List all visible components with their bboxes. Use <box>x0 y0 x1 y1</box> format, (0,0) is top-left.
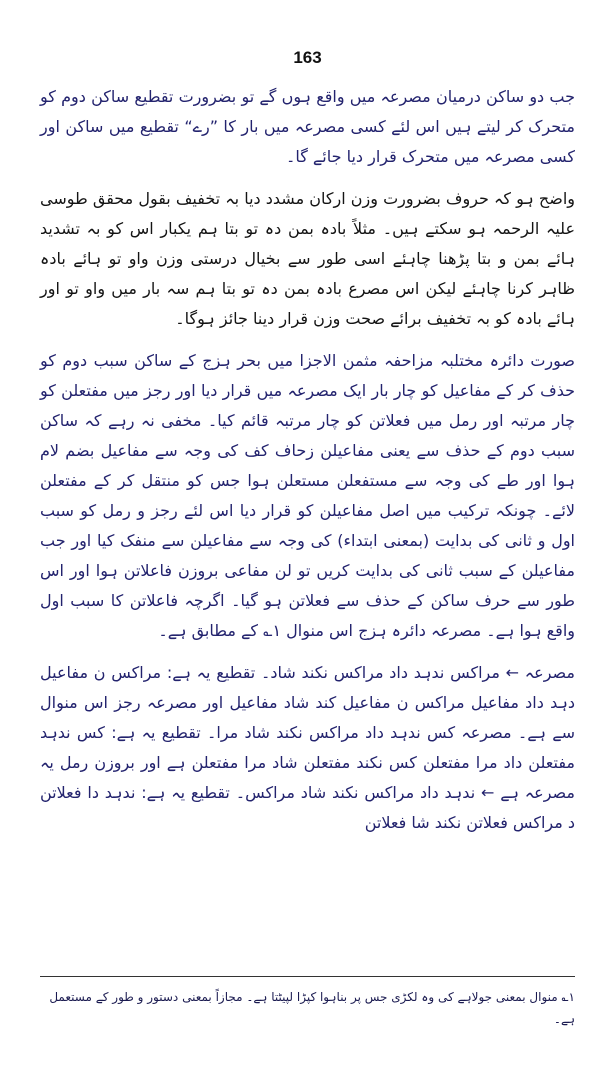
page-number: 163 <box>293 48 322 67</box>
footnote-divider <box>40 976 575 977</box>
footnote: ۱؎ منوال بمعنی جولاہے کی وہ لکڑی جس پر بناہوا کپڑا لپیٹتا ہے۔ مجازاً بمعنی دستور و طور کے مستعمل ہے۔ <box>49 990 575 1026</box>
paragraph-2: واضح ہو کہ حروف بضرورت وزن ارکان مشدد دیا بہ تخفیف بقول محقق طوسی علیہ الرحمہ ہو سکتے ہیں۔ مثلاً بادہ بمن دہ تو بتا ہم یکبار اس کو بہ تشدید ہائے بمن و بتا پڑھنا چاہئے اسی طور سے بخیال درستی وزن واو تو ہائے بادہ ظاہر کرنا چاہئے لیکن اس مصرع بادہ بمن دہ تو بتا ہم سہ بار میں واو تو اور ہائے بادہ کو بہ تخفیف برائے صحت وزن قرار دینا جائز ہوگا۔ <box>40 189 575 328</box>
page-body <box>40 82 575 838</box>
paragraph-1: جب دو ساکن درمیان مصرعہ میں واقع ہوں گے تو بضرورت تقطیع ساکن دوم کو متحرک کر لیتے ہیں اس لئے کسی مصرعہ میں بار کا ”رے“ تقطیع میں ساکن اور کسی مصرعہ میں متحرک قرار دیا جائے گا۔ <box>40 87 575 166</box>
paragraph-3: صورت دائرہ مختلبہ مزاحفہ مثمن الاجزا میں بحر ہزج کے ساکن سبب دوم کو حذف کر کے مفاعیل کو چار بار ایک مصرعہ میں قرار دیا اور رجز میں مفتعلن کو چار مرتبہ اور رمل میں فعلاتن کو چار مرتبہ قائم کیا۔ مخفی نہ رہے کہ ساکن سبب دوم کے حذف سے یعنی مفاعیلن زحاف کف کی وجہ سے مفاعیل بضم لام ہوا اور طے کی وجہ سے مستفعلن مستعلن ہوا جس کو منتقل کر کے مفتعلن لائے۔ چونکہ ترکیب میں اصل مفاعیلن کو قرار دیا اس لئے رجز و رمل کو سبب اول و ثانی کی بدایت (بمعنی ابتداء) کی وجہ سے مفاعیلن سے منفک کیا اور جب مفاعیلن کے سبب ثانی کی بدایت کریں تو لن مفاعی بروزن فاعلاتن ہوا اور اس طور سے حرف ساکن کے حذف سے فعلاتن ہو گیا۔ اگرچہ فاعلاتن کا سبب اول واقع ہوا ہے۔ مصرعہ دائرہ ہزج اس منوال ۱؎ کے مطابق ہے۔ <box>40 351 575 640</box>
paragraph-4: مصرعہ ← مراکس ندہد داد مراکس نکند شاد۔ تقطیع یہ ہے: مراکس ن مفاعیل دہد داد مفاعیل مراکس ن مفاعیل کند شاد مفاعیل اور مصرعہ رجز اس منوال سے ہے۔ مصرعہ کس ندہد داد مراکس نکند شاد مرا۔ تقطیع یہ ہے: کس ندہد مفتعلن داد مرا مفتعلن کس نکند مفتعلن شاد مرا مفتعلن ہے اور بروزن رمل یہ مصرعہ ہے ← ندہد داد مراکس نکند شاد مراکس۔ تقطیع یہ ہے: ندہد دا فعلاتن د مراکس فعلاتن نکند شا فعلاتن <box>40 663 575 832</box>
